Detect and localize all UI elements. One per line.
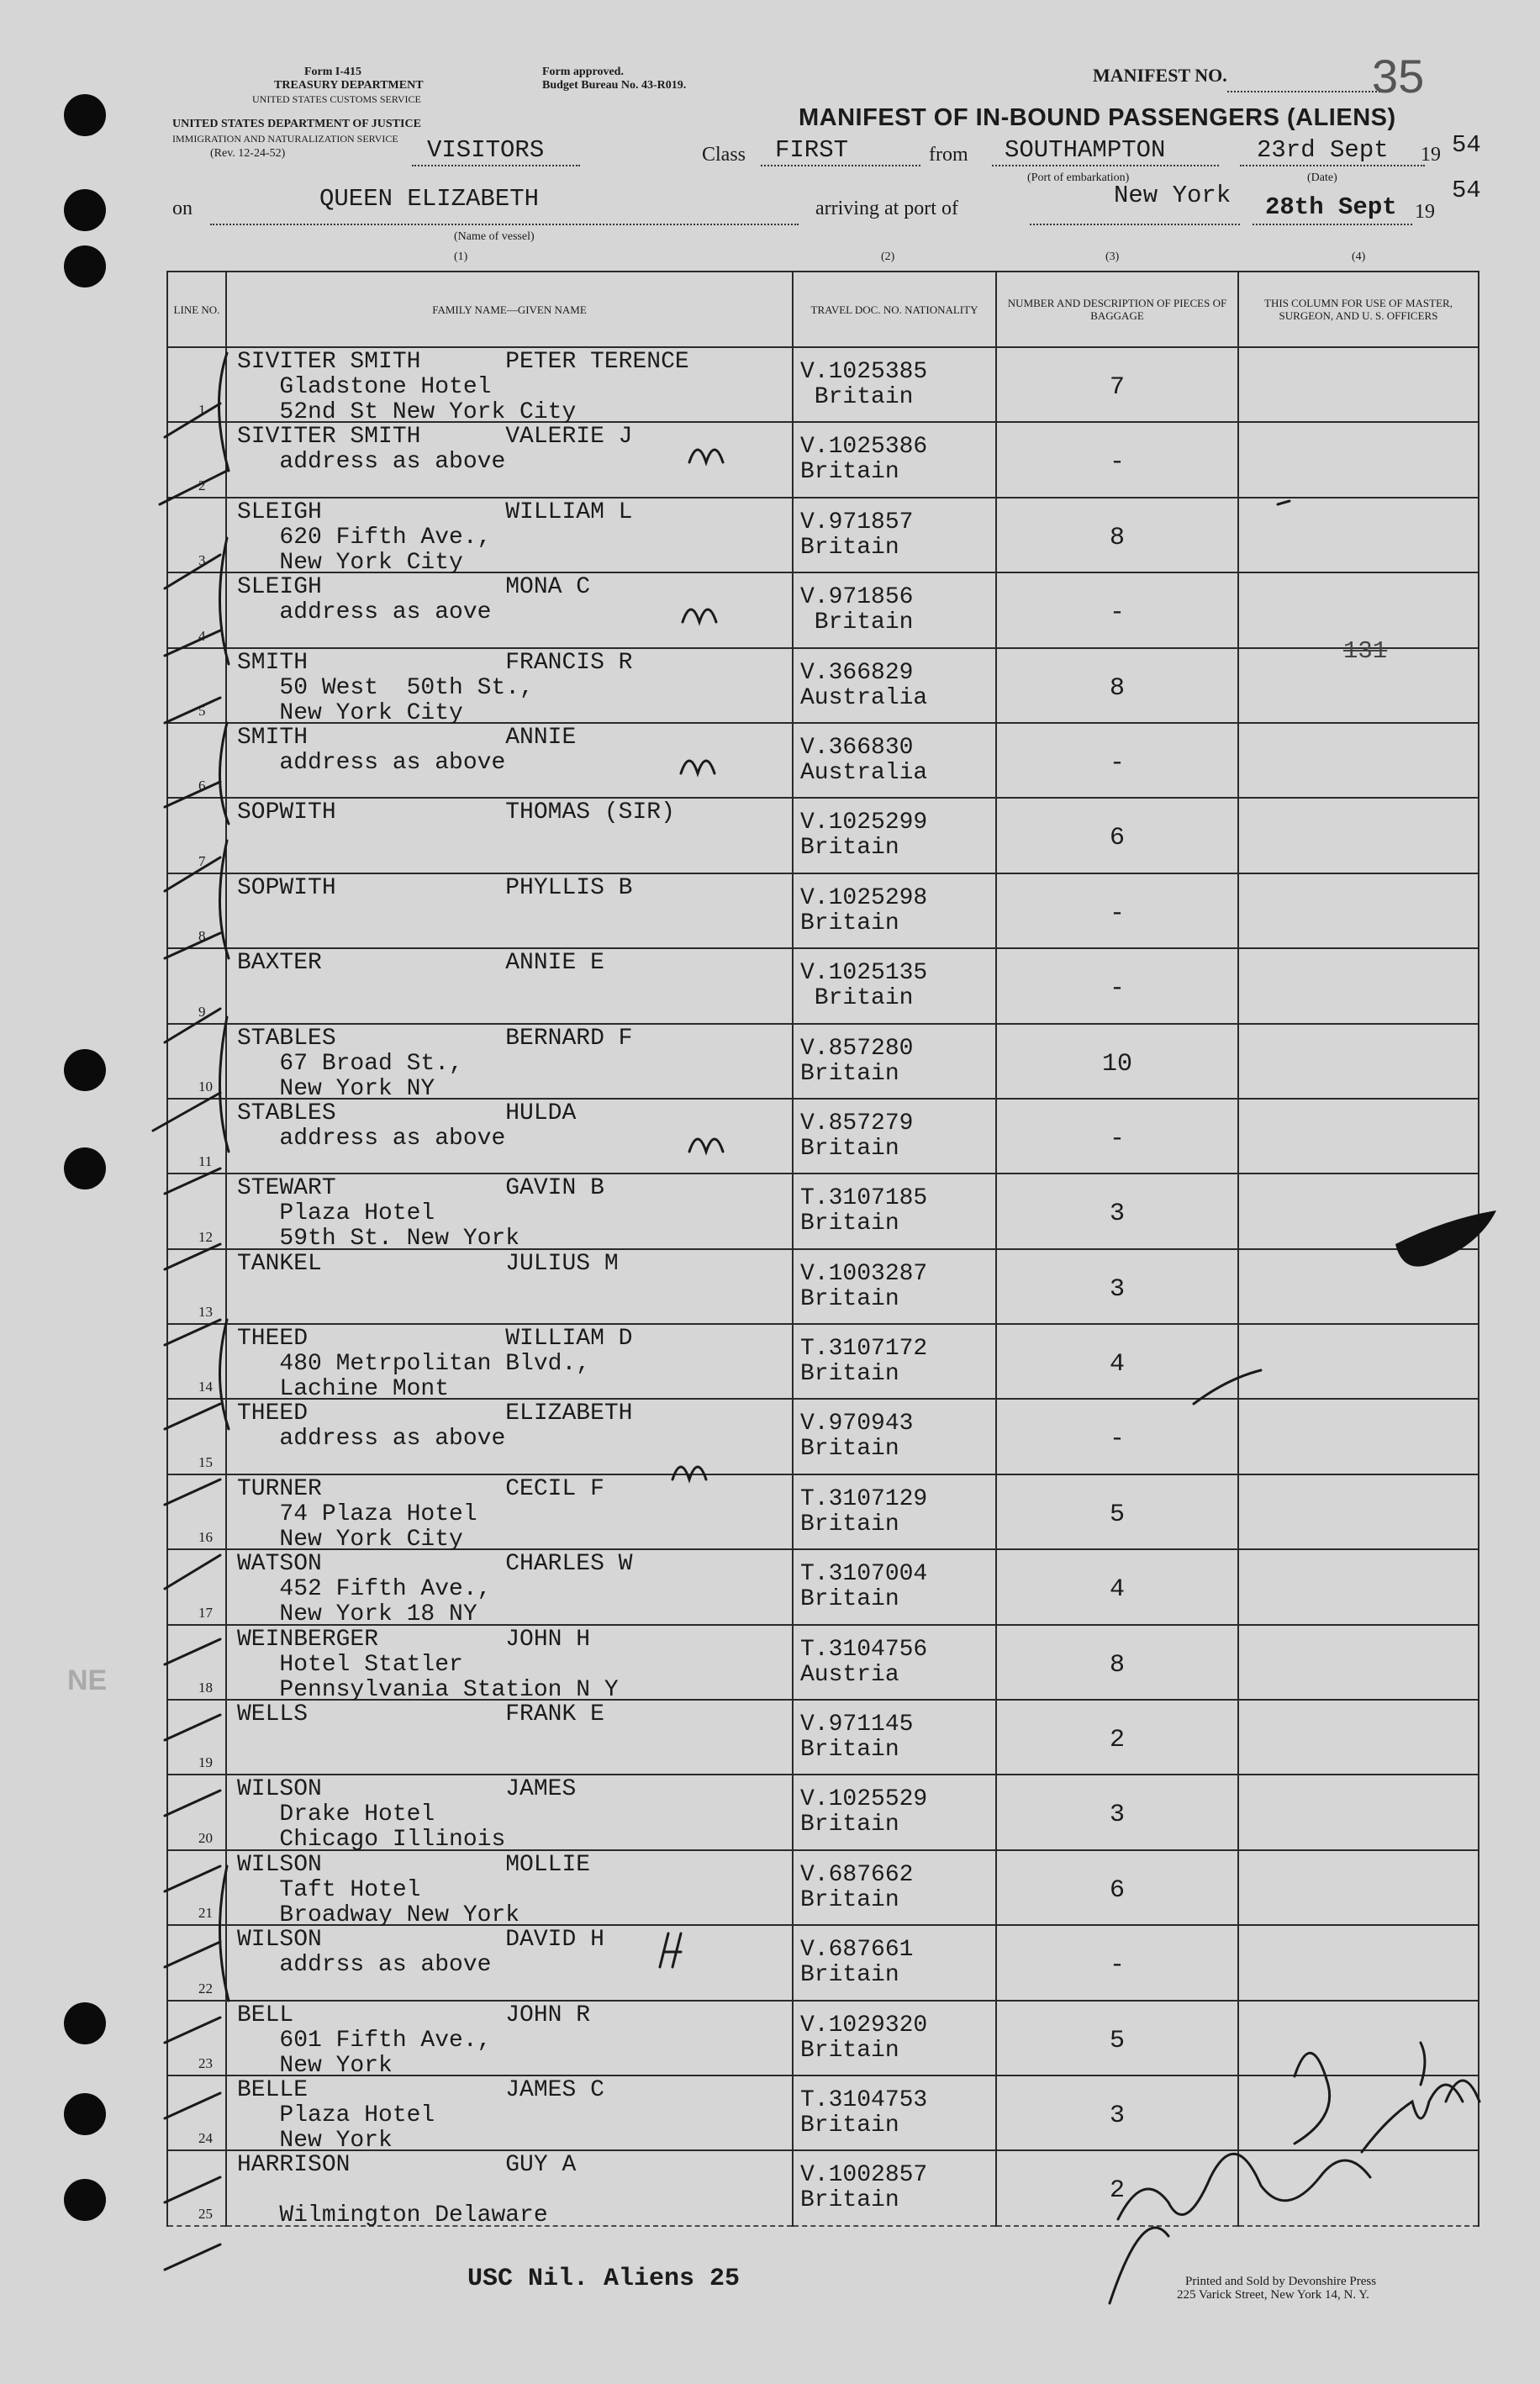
passenger-name: THEED ELIZABETH address as above (237, 1400, 633, 1453)
manifest-no-value: 35 (1372, 50, 1425, 103)
line-number: 1 (198, 402, 206, 419)
margin-mark: NE (67, 1664, 108, 1696)
col-num-3: (3) (1105, 251, 1120, 263)
travel-doc: V.971857 Britain (800, 509, 914, 561)
passenger-name: BELLE JAMES C Plaza Hotel New York (237, 2076, 604, 2154)
travel-doc: V.1025299 Britain (800, 810, 928, 862)
printer-line-2: 225 Varick Street, New York 14, N. Y. (1177, 2288, 1369, 2302)
line-number: 6 (198, 778, 206, 794)
passenger-name: WATSON CHARLES W 452 Fifth Ave., New York 18 NY (237, 1551, 633, 1628)
line-number: 19 (198, 1754, 213, 1771)
travel-doc: V.687661 Britain (800, 1937, 914, 1989)
passenger-name: STABLES BERNARD F 67 Broad St., New York NY (237, 1025, 633, 1102)
port-value: New York (1114, 182, 1231, 209)
date2-year-prefix: 19 (1415, 201, 1435, 223)
passenger-name: SMITH ANNIE address as above (237, 724, 577, 776)
passenger-name: WELLS FRANK E (237, 1701, 604, 1728)
travel-doc: V.366830 Australia (800, 734, 928, 786)
passenger-name: SMITH FRANCIS R 50 West 50th St., New York City (237, 649, 633, 726)
line-number: 5 (198, 702, 206, 719)
travel-doc: T.3107172 Britain (800, 1336, 928, 1388)
date-caption: (Date) (1307, 171, 1337, 184)
vessel-value: QUEEN ELIZABETH (319, 185, 540, 213)
line-number: 10 (198, 1078, 213, 1094)
passenger-name: SOPWITH PHYLLIS B (237, 874, 633, 901)
class-value: FIRST (775, 136, 849, 164)
line-number: 8 (198, 928, 206, 945)
travel-doc: V.1025135 Britain (800, 960, 928, 1012)
doj-line-1: UNITED STATES DEPARTMENT OF JUSTICE (172, 118, 421, 130)
travel-doc: T.3107004 Britain (800, 1561, 928, 1613)
passenger-name: BELL JOHN R 601 Fifth Ave., New York (237, 2002, 591, 2079)
travel-doc: V.1003287 Britain (800, 1260, 928, 1312)
line-number: 18 (198, 1680, 213, 1696)
footer-summary: USC Nil. Aliens 25 (467, 2265, 741, 2293)
dept-line-1: TREASURY DEPARTMENT (274, 79, 424, 92)
line-number: 24 (198, 2130, 213, 2147)
line-number: 3 (198, 552, 206, 569)
travel-doc: V.1002857 Britain (800, 2162, 928, 2214)
baggage-count: - (1109, 599, 1125, 628)
date2-value: 28th Sept (1265, 193, 1397, 221)
dept-line-2: UNITED STATES CUSTOMS SERVICE (252, 93, 421, 105)
printer-line-1: Printed and Sold by Devonshire Press (1185, 2275, 1377, 2288)
baggage-count: 6 (1109, 824, 1125, 853)
baggage-count: 2 (1109, 2176, 1125, 2206)
baggage-count: 8 (1109, 673, 1125, 703)
travel-doc: V.366829 Australia (800, 659, 928, 711)
travel-doc: T.3107129 Britain (800, 1485, 928, 1537)
baggage-count: 10 (1101, 1049, 1132, 1079)
travel-doc: V.1029320 Britain (800, 2012, 928, 2064)
passenger-name: STEWART GAVIN B Plaza Hotel 59th St. New York (237, 1175, 604, 1253)
baggage-count: 6 (1109, 1875, 1125, 1905)
date1-year: 54 (1452, 131, 1481, 159)
line-number: 23 (198, 2054, 213, 2071)
travel-doc: V.971145 Britain (800, 1712, 914, 1764)
revision: (Rev. 12-24-52) (210, 147, 286, 160)
travel-doc: V.1025529 Britain (800, 1786, 928, 1838)
travel-doc: V.1025298 Britain (800, 884, 928, 936)
passenger-name: SOPWITH THOMAS (SIR) (237, 799, 675, 826)
vessel-caption: (Name of vessel) (454, 230, 535, 243)
baggage-count: 4 (1109, 1350, 1125, 1379)
baggage-count: - (1109, 1425, 1125, 1454)
header-travel-doc: TRAVEL DOC. NO. NATIONALITY (793, 272, 996, 347)
baggage-count: 3 (1109, 1801, 1125, 1830)
travel-doc: V.1025385 Britain (800, 359, 928, 410)
manifest-no-label: MANIFEST NO. (1093, 65, 1227, 86)
visitors-label: VISITORS (427, 136, 545, 164)
baggage-count: 2 (1109, 1726, 1125, 1755)
baggage-count: 5 (1109, 1500, 1125, 1529)
baggage-count: 5 (1109, 2026, 1125, 2055)
line-number: 17 (198, 1604, 213, 1621)
form-number: Form I-415 (304, 66, 362, 78)
line-number: 12 (198, 1228, 213, 1245)
officer-note: 131 (1343, 637, 1388, 665)
date1-year-prefix: 19 (1421, 144, 1441, 166)
baggage-count: - (1109, 974, 1125, 1004)
travel-doc: V.857280 Britain (800, 1035, 914, 1087)
baggage-count: - (1109, 899, 1125, 928)
baggage-count: 3 (1109, 1200, 1125, 1229)
line-number: 15 (198, 1453, 213, 1470)
passenger-name: WILSON MOLLIE Taft Hotel Broadway New York (237, 1851, 591, 1928)
embark-caption: (Port of embarkation) (1027, 171, 1130, 184)
baggage-count: - (1109, 748, 1125, 778)
header-officers: THIS COLUMN FOR USE OF MASTER, SURGEON, AND U. S. OFFICERS (1238, 272, 1479, 347)
budget-bureau: Budget Bureau No. 43-R019. (542, 79, 687, 92)
col-num-2: (2) (881, 251, 895, 263)
travel-doc: V.857279 Britain (800, 1110, 914, 1162)
header-line-no: LINE NO. (167, 272, 226, 347)
line-number: 11 (198, 1153, 213, 1170)
baggage-count: - (1109, 1124, 1125, 1153)
travel-doc: V.687662 Britain (800, 1861, 914, 1913)
line-number: 2 (198, 477, 206, 493)
baggage-count: 4 (1109, 1575, 1125, 1605)
line-number: 7 (198, 852, 206, 869)
travel-doc: V.970943 Britain (800, 1411, 914, 1463)
passenger-name: SLEIGH MONA C address as aove (237, 574, 591, 626)
date1-value: 23rd Sept (1257, 136, 1389, 164)
baggage-count: 3 (1109, 2101, 1125, 2130)
line-number: 16 (198, 1529, 213, 1546)
class-label: Class (702, 144, 746, 166)
passenger-name: THEED WILLIAM D 480 Metrpolitan Blvd., Lachine Mont (237, 1326, 633, 1403)
col-num-1: (1) (454, 251, 468, 263)
from-value: SOUTHAMPTON (1005, 136, 1166, 164)
line-number: 22 (198, 1980, 213, 1996)
form-approved: Form approved. (542, 66, 624, 78)
line-number: 21 (198, 1905, 213, 1922)
passenger-name: BAXTER ANNIE E (237, 950, 604, 977)
baggage-count: - (1109, 1951, 1125, 1981)
doj-line-2: IMMIGRATION AND NATURALIZATION SERVICE (172, 133, 398, 145)
header-baggage: NUMBER AND DESCRIPTION OF PIECES OF BAGGAGE (996, 272, 1238, 347)
passenger-name: STABLES HULDA address as above (237, 1100, 577, 1152)
baggage-count: 3 (1109, 1274, 1125, 1304)
travel-doc: V.971856 Britain (800, 584, 914, 636)
passenger-name: SIVITER SMITH PETER TERENCE Gladstone Hotel 52nd St New York City (237, 349, 689, 425)
travel-doc: V.1025386 Britain (800, 434, 928, 486)
passenger-name: HARRISON GUY A Wilmington Delaware (237, 2152, 577, 2229)
line-number: 9 (198, 1003, 206, 1020)
passenger-name: SLEIGH WILLIAM L 620 Fifth Ave., New York City (237, 498, 633, 576)
line-number: 4 (198, 627, 206, 644)
line-number: 13 (198, 1304, 213, 1321)
col-num-4: (4) (1352, 251, 1366, 263)
baggage-count: 8 (1109, 523, 1125, 552)
passenger-name: TURNER CECIL F 74 Plaza Hotel New York City (237, 1475, 604, 1553)
manifest-title: MANIFEST OF IN-BOUND PASSENGERS (ALIENS) (799, 104, 1396, 131)
date2-year: 54 (1452, 177, 1481, 204)
travel-doc: T.3107185 Britain (800, 1185, 928, 1237)
travel-doc: T.3104756 Austria (800, 1636, 928, 1688)
baggage-count: 8 (1109, 1650, 1125, 1680)
passenger-name: SIVITER SMITH VALERIE J address as above (237, 424, 633, 476)
line-number: 25 (198, 2205, 213, 2222)
baggage-count: - (1109, 448, 1125, 477)
passenger-name: TANKEL JULIUS M (237, 1250, 619, 1277)
passenger-name: WEINBERGER JOHN H Hotel Statler Pennsylvania Station N Y (237, 1626, 619, 1703)
arriving-label: arriving at port of (815, 198, 958, 219)
line-number: 14 (198, 1379, 213, 1395)
from-label: from (929, 144, 968, 166)
header-name: FAMILY NAME—GIVEN NAME (226, 272, 793, 347)
passenger-name: WILSON JAMES Drake Hotel Chicago Illinois (237, 1776, 577, 1854)
line-number: 20 (198, 1829, 213, 1846)
baggage-count: 7 (1109, 373, 1125, 402)
passenger-name: WILSON DAVID H addrss as above (237, 1927, 604, 1979)
travel-doc: T.3104753 Britain (800, 2086, 928, 2139)
on-label: on (172, 198, 192, 219)
